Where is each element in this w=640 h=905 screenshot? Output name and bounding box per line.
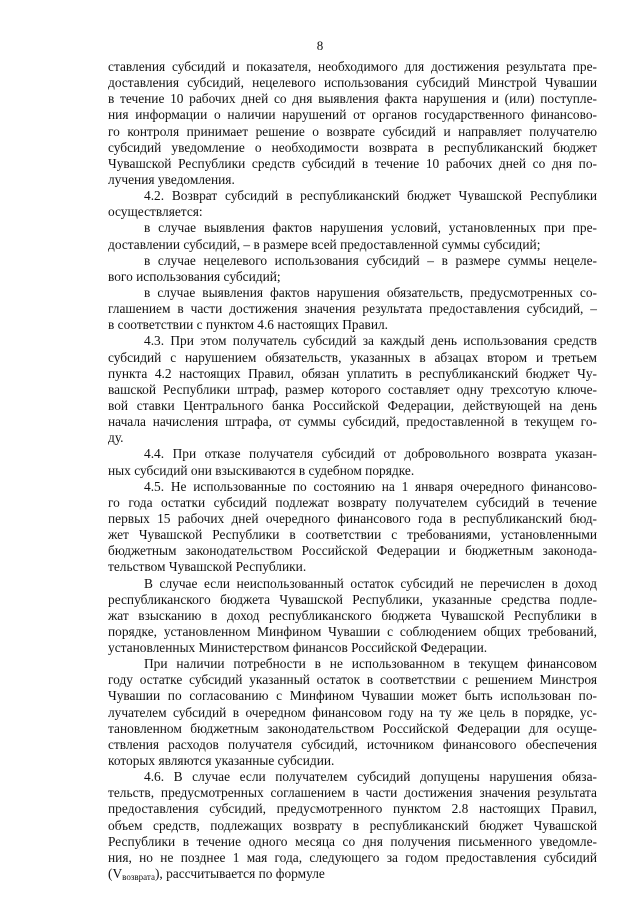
text-line: лучателем субсидий в очередном финансовом году на ту же цель в порядке, ус- — [108, 704, 597, 720]
document-body — [108, 59, 597, 882]
text-line: ния, но не позднее 1 мая года, следующего за годом предоставления субсидий — [108, 849, 597, 865]
text-line-formula-intro — [108, 866, 597, 882]
formula-intro-before: (V — [108, 866, 123, 882]
text-line: Чувашской Республики средств субсидий в течение 10 рабочих дней со дня по- — [108, 155, 597, 171]
text-line: в случае выявления фактов нарушения условий, установленных при пре- — [144, 220, 597, 236]
text-line: 4.2. Возврат субсидий в республиканский бюджет Чувашской Республики — [144, 188, 597, 204]
text-line: порядке, установленном Минфином Чувашии с соблюдением общих требований, — [108, 623, 597, 639]
v-return-subscript: возврата — [122, 872, 155, 883]
text-line: республиканского бюджета Чувашской Республики, указанные средства подле- — [108, 591, 597, 607]
text-line: 4.4. При отказе получателя субсидий от добровольного возврата указан- — [144, 446, 597, 462]
text-line: тельством Чувашской Республики. — [108, 559, 307, 575]
text-line: начала начисления штрафа, от суммы субсидий, предоставленной в текущем го- — [108, 414, 597, 430]
text-line: бюджетным законодательством Российской Федерации и бюджетным законода- — [108, 543, 597, 559]
text-line: осуществляется: — [108, 204, 203, 220]
text-line: Республики в течение одного месяца со дня получения письменного уведомле- — [108, 833, 597, 849]
text-line: вой ставки Центрального банка Российской Федерации, действующей на день — [108, 397, 597, 413]
text-line: ду. — [108, 430, 124, 446]
text-line: При наличии потребности в не использованном в текущем финансовом — [144, 656, 597, 672]
text-line: тельств, предусмотренных соглашением в части достижения значения результата — [108, 785, 597, 801]
text-line: ствления расходов получателя субсидий, источником финансового обеспечения — [108, 736, 597, 752]
text-line: тановленном бюджетным законодательством Российской Федерации для осуще- — [108, 720, 597, 736]
text-line: В случае если неиспользованный остаток субсидий не перечислен в доход — [144, 575, 597, 591]
text-line: жет Чувашской Республики в соответствии с требованиями, установленными — [108, 527, 597, 543]
text-line: в случае выявления фактов нарушения обязательств, предусмотренных со- — [144, 284, 597, 300]
formula-intro-after: ), рассчитывается по формуле — [154, 866, 325, 882]
text-line: ставления субсидий и показателя, необходимого для достижения результата пре- — [108, 59, 597, 74]
text-line: в течение 10 рабочих дней со дня выявления факта нарушения и (или) поступле- — [108, 91, 597, 107]
text-line: объем средств, подлежащих возврату в республиканский бюджет Чувашской — [108, 817, 597, 833]
text-line: ных субсидий они взыскиваются в судебном порядке. — [108, 462, 415, 478]
text-line: установленных Министерством финансов Российской Федерации. — [108, 640, 488, 656]
text-line: 4.3. При этом получатель субсидий за каждый день использования средств — [144, 333, 597, 349]
text-line: в случае нецелевого использования субсидий – в размере суммы нецеле- — [144, 252, 597, 268]
text-line: доставлении субсидий, – в размере всей предоставленной суммы субсидий; — [108, 236, 541, 252]
text-line: вого использования субсидий; — [108, 268, 281, 284]
text-line: которых являются указанные субсидии. — [108, 753, 335, 769]
text-line: 4.6. В случае если получателем субсидий допущены нарушения обяза- — [144, 769, 597, 785]
text-line: предоставления субсидий, предусмотренного пунктом 2.8 настоящих Правил, — [108, 801, 597, 817]
text-line: ния информации о наличии нарушений от органов государственного финансово- — [108, 107, 597, 123]
text-line: лучения уведомления. — [108, 171, 235, 187]
text-line: субсидий с нарушением обязательств, указанных в абзацах втором и третьем — [108, 349, 597, 365]
text-line: го контроля принимает решение о возврате субсидий и направляет получателю — [108, 123, 597, 139]
text-line: субсидий уведомление о необходимости возврата в республиканский бюджет — [108, 139, 597, 155]
text-line: доставления субсидий, нецелевого использования субсидий Минстрой Чувашии — [108, 75, 597, 91]
text-line: первых 15 рабочих дней очередного финансового года в республиканский бюд- — [108, 510, 597, 526]
text-line: вашской Республики штраф, размер которого составляет одну трехсотую ключе- — [108, 381, 597, 397]
text-line: го года остатки субсидий подлежат возврату получателем субсидий в течение — [108, 494, 597, 510]
text-line: 4.5. Не использованные по состоянию на 1 января очередного финансово- — [144, 478, 597, 494]
text-line: в соответствии с пунктом 4.6 настоящих Правил. — [108, 317, 389, 333]
text-line: глашением в части достижения значения результата предоставления субсидий, – — [108, 301, 597, 317]
text-line: жат взысканию в доход республиканского бюджета Чувашской Республики в — [108, 607, 597, 623]
text-line: Чувашии по согласованию с Минфином Чувашии может быть использован по- — [108, 688, 597, 704]
page-number: 8 — [316, 38, 324, 53]
text-line: пункта 4.2 настоящих Правил, обязан уплатить в республиканский бюджет Чу- — [108, 365, 597, 381]
text-line: году остатке субсидий указанный остаток в соответствии с решением Минстроя — [108, 672, 597, 688]
